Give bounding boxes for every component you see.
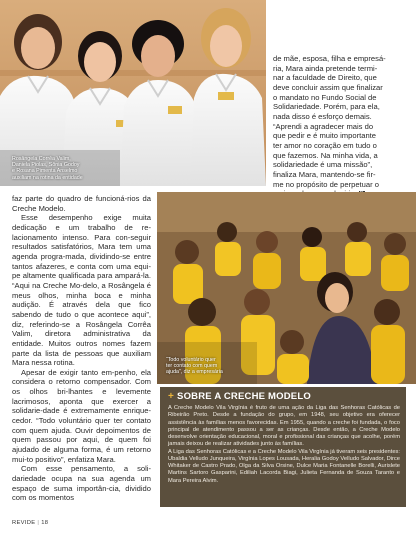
caption-line: ter contato com quem [166,363,218,370]
text-line: Solidariedade. Porém, para ela, [273,102,380,112]
staff-photo-caption [12,156,132,181]
text-line: “Aprendi a agradecer mais do [273,121,374,131]
text-line: o mandato no Fundo Social de [273,92,377,102]
box-paragraph: A Creche Modelo Vila Virgínia é fruto de uma ação da Liga das Senhoras Católicas de Ribeirão Preto. Desde a fundação do grupo, em 1948, seu objetivo era oferecer assistência às famílias menos favorecidas. Em 1955, quando a creche foi fundada, o foco principal de atendimento passou a ser as crianças. Desde então, a Creche Modelo desenvolve orientação educacional, moral e profissional das crianças que acolhe, porém jamais deixou de realizar atividades junto às famílias. [168,405,400,448]
text-line: finaliza Mara, mantendo-se fir- [273,169,376,179]
text-line: ter amor no coração em tudo o [273,140,377,150]
text-line: que fazemos. Na minha vida, a [273,150,378,160]
paragraph: Com esse pensamento, a soli-dariedade ocupa na sua agenda um espaço de suma importân-cia, dividido com os momentos [12,464,151,503]
box-paragraph: A Liga das Senhoras Católicas e a Creche Modelo Vila Virgínia já tiveram seis presidentes: Ubaldia Velludo Junqueira, Virgínia Lopes Lousada, Heralia Godoy Velludo Salvador, Dirce Whitaker de Castro Prado, Olga da Silva Orsine, Dulce Maria Fontanelle Borelli, Aurislete Martins Sartoro Gasparini, Ediliah Lacorda Biagi, Julieta Fernanda de Souza Taranto e Mara Pereira Alvim. [168,448,400,484]
text-line: que pedir e é muito importante [273,131,376,141]
caption-line: e Rosana Pimenta Anselmo [12,168,78,175]
caption-line: ajuda”, diz a empresária [166,369,223,376]
paragraph: faz parte do quadro de funcioná-rios da Creche Modelo. [12,194,151,213]
text-line: de mãe, esposa, filha e empresá- [273,54,386,63]
caption-line: Daniela Piolas, Sônia Godoy [12,162,80,169]
page-footer [12,520,48,526]
right-column-text [273,54,409,199]
magazine-name: REVIDE [12,520,36,526]
paragraph: Esse desempenho exige muita dedicação e um trabalho de re-lacionamento intenso. Para con-seguir resultados satisfatórios, Mara tem uma agenda progra-mada, dividindo-se entre tantos afazeres, e conta com uma equi-pe altamente qualificada para ampará-la. “Aqui na Creche Mo-delo, a Rosângela é meus olhos, minha boca e minha audição. É através dela que fico sabendo de tudo o que acontece aqui”, diz, referindo-se a Rosângela Corrêa Valim, diretora administrativa da entidade. Muitos outros nomes fazem parte da lista de pessoas que auxiliam Mara nessa rotina. [12,213,151,368]
text-line: solidariedade é uma missão”, [273,160,373,170]
left-column-text [12,194,151,503]
caption-line: “Todo voluntário quer [166,357,216,363]
text-line: ria, Mara ainda pretende termi- [273,63,378,73]
plus-icon: + [168,391,175,402]
text-line: nar a faculdade de Direito, que [273,73,377,83]
page-number: 18 [41,520,49,526]
caption-line: auxiliam na rotina da entidade [12,174,83,181]
paragraph: Apesar de exigir tanto em-penho, ela considera o retorno compensador. Com os olhos bri-lhantes e levemente lacrimosos, aponta que exercer a solidarie-dade é extremamente enrique-cedor. “Todo voluntário quer ter contato com quem ajuda. Ouvir depoimentos de quem passou por aqui, de quem foi ajudado de alguma forma, é um retorno mui-to positivo”, enfatiza Mara. [12,367,151,464]
caption-line: Rosângela Corrêa Valim, [12,156,71,162]
text-line: nada disso é esforço demais. [273,111,372,121]
box-title-text: SOBRE A CRECHE MODELO [177,391,311,402]
children-photo-caption [166,357,261,376]
about-creche-box [160,387,406,507]
footer-separator: | [37,520,40,526]
box-title [168,391,400,402]
children-photo [157,192,416,384]
text-line: me no propósito de perpetuar o [273,179,379,189]
text-line: deve concluir assim que finalizar [273,82,383,92]
